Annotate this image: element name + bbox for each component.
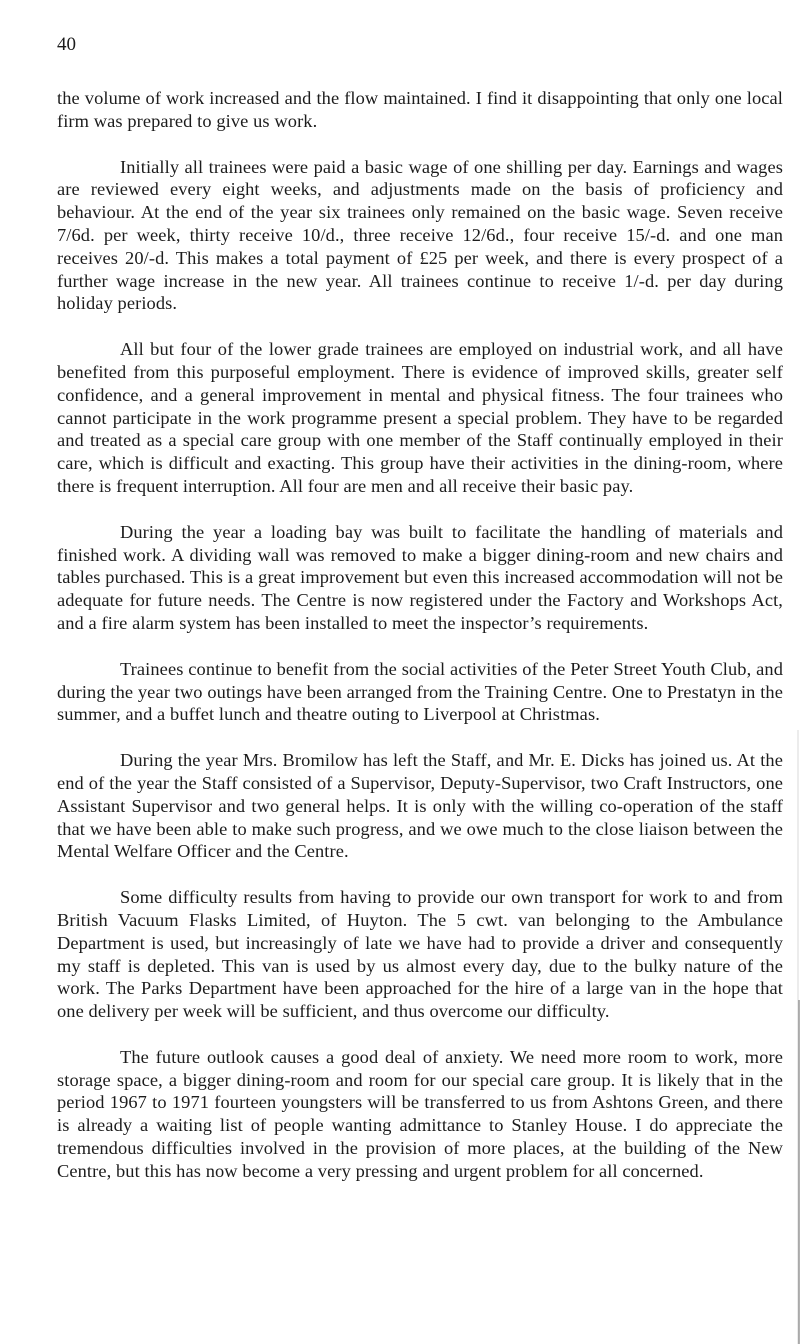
paragraph-industrial-work: All but four of the lower grade trainees are employed on industrial work, and all have benefited from this purposeful employment. There is evidence of improved skills, greater self confidence, and a general improvement in mental and physical fitness. The four trainees who cannot participate in the work programme present a special problem. They have to be regarded and treated as a special care group with one member of the Staff continually employed in their care, which is difficult and exacting. This group have their activities in the dining-room, where there is frequent interruption. All four are men and all receive their basic pay. [57,339,783,496]
paragraph-transport: Some difficulty results from having to provide our own transport for work to and from British Vacuum Flasks Limited, of Huyton. The 5 cwt. van belonging to the Ambulance Department is used, but increasingly of late we have had to provide a driver and consequently my staff is depleted. This van is used by us almost every day, due to the bulky nature of the work. The Parks Department have been approached for the hire of a large van in the hope that one delivery per week will be sufficient, and thus overcome our difficulty. [57,887,783,1022]
paragraph-continuation: the volume of work increased and the flow maintained. I find it disappointing that only one local firm was prepared to give us work. [57,88,783,131]
paragraph-staff: During the year Mrs. Bromilow has left the Staff, and Mr. E. Dicks has joined us. At the end of the year the Staff consisted of a Supervisor, Deputy-Supervisor, two Craft Instructors, one Assistant Supervisor and two general helps. It is only with the willing co-operation of the staff that we have been able to make such progress, and we owe much to the close liaison between the Mental Welfare Officer and the Centre. [57,750,783,862]
paragraph-loading-bay: During the year a loading bay was built to facilitate the handling of materials and finished work. A dividing wall was removed to make a bigger dining-room and new chairs and tables purchased. This is a great improvement but even this increased accommodation will not be adequate for future needs. The Centre is now registered under the Factory and Workshops Act, and a fire alarm system has been installed to meet the inspector’s requirements. [57,521,783,633]
paragraph-future-outlook: The future outlook causes a good deal of anxiety. We need more room to work, more storage space, a bigger dining-room and room for our special care group. It is likely that in the period 1967 to 1971 fourteen youngsters will be transferred to us from Ashtons Green, and there is already a waiting list of people wanting admittance to Stanley House. I do appreciate the tremendous difficulties involved in the provision of more places, at the building of the New Centre, but this has now become a very pressing and urgent problem for all concerned. [57,1046,783,1181]
paragraph-social-activities: Trainees continue to benefit from the social activities of the Peter Street Youth Club, and during the year two outings have been arranged from the Training Centre. One to Prestatyn in the summer, and a buffet lunch and theatre outing to Liverpool at Christmas. [57,658,783,725]
page-edge-shadow [790,0,800,1344]
page-number: 40 [57,34,76,55]
paragraph-wages: Initially all trainees were paid a basic wage of one shilling per day. Earnings and wages are reviewed every eight weeks, and adjustments made on the basis of proficiency and behaviour. At the end of the year six trainees only remained on the basic wage. Seven receive 7/6d. per week, thirty receive 10/d., three receive 12/6d., four receive 15/-d. and one man receives 20/-d. This makes a total payment of £25 per week, and there is every prospect of a further wage increase in the new year. All trainees continue to receive 1/-d. per day during holiday periods. [57,156,783,314]
body-text [57,87,783,1206]
